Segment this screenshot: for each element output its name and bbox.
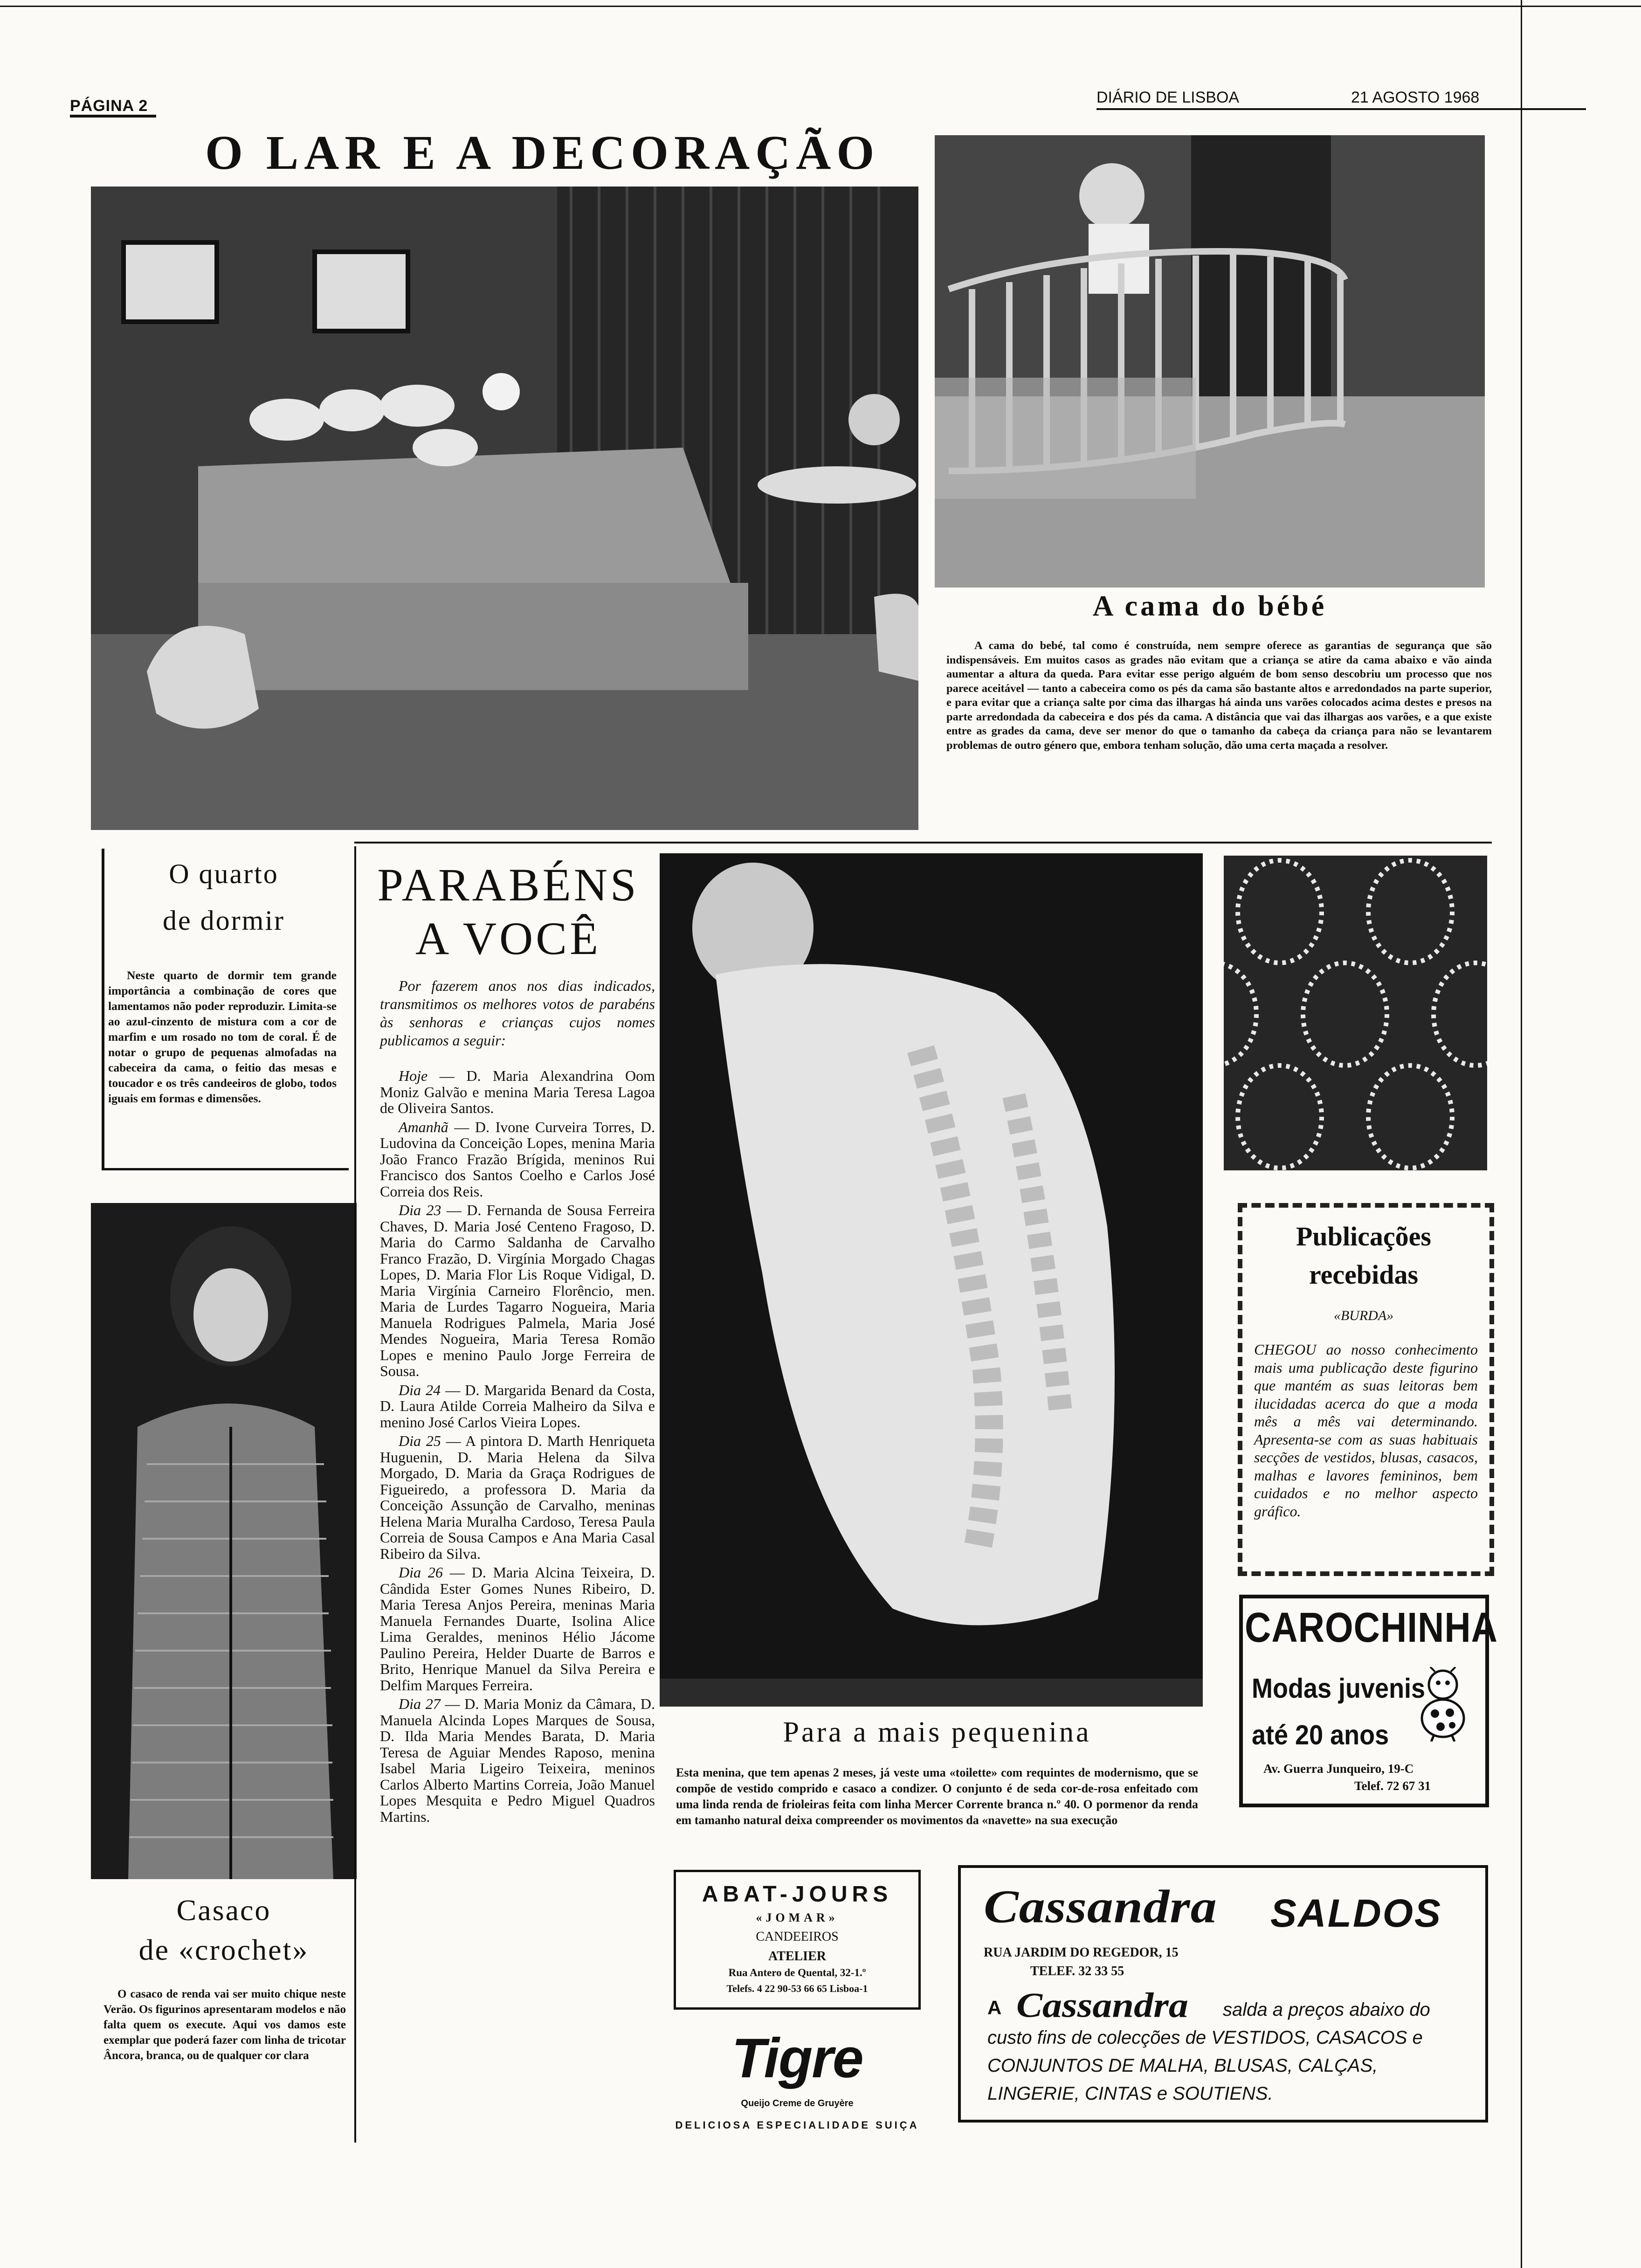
quarto-left-rule: [102, 849, 104, 1170]
bebe-title: A cama do bébé: [1092, 590, 1327, 622]
cassandra-address: RUA JARDIM DO REGEDOR, 15: [984, 1945, 1179, 1960]
header-rule: [1096, 108, 1586, 110]
carochinha-line1: Modas juvenis: [1252, 1673, 1426, 1704]
crib-photo: [935, 135, 1485, 588]
cassandra-text: [987, 1996, 1472, 2108]
parabens-entry: Dia 26 — D. Maria Alcina Teixeira, D. Cândida Ester Gomes Nunes Ribeiro, D. Maria Teresa Anjos Pereira, meninas Maria Manuela Fernandes Duarte, Isolina Alice Lima Geraldes, meninos Hélio Jácome Paulino Pereira, Helder Duarte de Barros e Brito, Henrique Manuel da Silva Pereira e Delfim Marques Ferreira.: [380, 1564, 655, 1694]
newspaper-name: DIÁRIO DE LISBOA: [1096, 89, 1240, 106]
publicacoes-title-1: Publicações: [1296, 1221, 1431, 1252]
abat-phones: Telefs. 4 22 90-53 66 65 Lisboa-1: [726, 1983, 868, 1994]
bebe-body: A cama do bebé, tal como é construída, nem sempre oferece as garantias de segurança que são indispensáveis. Em muitos casos as grades não evitam que a criança se atire da cama abaixo e vão ainda aumentar a altura da queda. Para evitar esse perigo alguém de bom senso descobriu um processo que nos parece aceitável — tanto a cabeceira como os pés da cama são bastante altos e arredondados na parte superior, e para evitar que a criança salte por cima das ilhargas há ainda uns varões colocados acima destes e presos na parte arredondada da cabeceira e dos pés da cama. A distância que vai das ilhargas aos varões, e a que existe entre as grades da cama, deve ser menor do que o tamanho da cabeça da criança para não se levantarem problemas de outro género que, embora tenham solução, dão uma certa maçada a resolver.: [946, 639, 1492, 752]
cassandra-logo: Cassandra: [984, 1881, 1217, 1933]
bedroom-photo: [91, 187, 918, 830]
top-edge-line: [0, 6, 1641, 7]
casaco-title-2: de «crochet»: [138, 1933, 309, 1966]
tigre-tag: DELICIOSA ESPECIALIDADE SUIÇA: [675, 2119, 919, 2131]
abat-address: Rua Antero de Quental, 32-1.º: [728, 1967, 866, 1978]
lace-detail-photo: [1224, 856, 1487, 1170]
tigre-sub: Queijo Creme de Gruyère: [741, 2098, 854, 2109]
casaco-title-1: Casaco: [176, 1894, 271, 1927]
pequenina-title: Para a mais pequenina: [783, 1716, 1091, 1748]
parabens-entry: Dia 24 — D. Margarida Benard da Costa, D. Laura Atilde Correia Malheiro da Silva e menino José Carlos Vieira Lopes.: [380, 1381, 655, 1431]
baby-gown-photo: [660, 853, 1203, 1707]
tigre-logo: Tigre: [731, 2027, 863, 2089]
cassandra-logo-small: Cassandra: [1016, 1985, 1188, 2025]
issue-date: 21 AGOSTO 1968: [1351, 89, 1480, 106]
section-divider: [354, 842, 1492, 844]
right-edge-line: [1521, 0, 1522, 2268]
abat-brand: «JOMAR»: [756, 1911, 839, 1924]
ladybug-icon: [1413, 1667, 1473, 1742]
carochinha-name: CAROCHINHA: [1245, 1604, 1498, 1651]
parabens-list: [380, 1068, 655, 1827]
parabens-entry: Dia 27 — D. Maria Moniz da Câmara, D. Manuela Alcinda Lopes Marques de Sousa, D. Ilda Maria Mendes Barata, D. Maria Teresa de Aguiar Mendes Raposo, menina Isabel Maria Ligeiro Teixeira, meninos Carlos Alberto Martins Correia, João Manuel Lopes Mesquita e Pedro Miguel Quadros Martins.: [380, 1695, 655, 1825]
pequenina-body: Esta menina, que tem apenas 2 meses, já veste uma «toilette» com requintes de modernismo, que se compõe de vestido comprido e casaco a condizer. O conjunto é de seda cor-de-rosa enfeitado com uma linda renda de frioleiras feita com linha Mercer Corrente branca n.º 40. O pormenor da renda em tamanho natural deixa compreender os movimentos da «navette» na sua execução: [676, 1766, 1198, 1827]
quarto-body: Neste quarto de dormir tem grande importância a combinação de cores que lamentamos não poder reproduzir. Limita-se ao azul-cinzento de mistura com a cor de marfim e um rosado no tom de coral. É de notar o grupo de pequenas almofadas na cabeceira da cama, o feitio das mesas e toucador e os três candeeiros de globo, todos iguais em formas e dimensões.: [108, 968, 337, 1105]
parabens-entry: Dia 25 — A pintora D. Marth Henriqueta Huguenin, D. Maria Helena da Silva Morgado, D. Maria da Graça Rodrigues de Figueiredo, a professora D. Maria da Conceição Assunção de Carvalho, meninas Helena Maria Muralha Cardoso, Teresa Paula Correia de Sousa Campos e Ana Maria Casal Ribeiro da Silva.: [380, 1432, 655, 1562]
carochinha-address: Av. Guerra Junqueiro, 19-C: [1263, 1762, 1414, 1776]
column-rule-left: [354, 846, 356, 2143]
page-number: PÁGINA 2: [70, 97, 148, 115]
parabens-entry: Hoje — D. Maria Alexandrina Oom Moniz Galvão e menina Maria Teresa Lagoa de Oliveira Santos.: [380, 1067, 655, 1116]
cassandra-phone: TELEF. 32 33 55: [1030, 1964, 1124, 1978]
parabens-intro: Por fazerem anos nos dias indicados, transmitimos os melhores votos de parabéns às senhoras e crianças cujos nomes publicamos a seguir:: [380, 977, 655, 1049]
parabens-title-1: PARABÉNS: [377, 859, 639, 911]
casaco-body: O casaco de renda vai ser muito chique neste Verão. Os figurinos apresentaram modelos e não falta quem os execute. Aqui vos damos este exemplar que poderá fazer com linha de tricotar Âncora, branca, ou de qualquer cor clara: [103, 1988, 346, 2062]
casaco-photo: [91, 1203, 357, 1879]
cassandra-text-body: salda a preços abaixo do custo fins de colecções de VESTIDOS, CASACOS e CONJUNTOS DE MALHA, BLUSAS, CALÇAS, LINGERIE, CINTAS e SOUTIENS.: [987, 1999, 1430, 2104]
publicacoes-title-2: recebidas: [1309, 1259, 1419, 1290]
cassandra-a: A: [987, 1997, 1002, 2019]
section-title: O LAR E A DECORAÇÃO: [205, 126, 880, 180]
abat-line1: CANDEEIROS: [756, 1929, 839, 1944]
publicacoes-subtitle: «BURDA»: [1333, 1308, 1394, 1323]
quarto-bottom-rule: [102, 1168, 349, 1170]
header-underline: [70, 115, 156, 118]
cassandra-saldos: SALDOS: [1270, 1891, 1442, 1935]
quarto-title-2: de dormir: [163, 905, 285, 936]
abat-title: ABAT-JOURS: [702, 1882, 893, 1907]
publicacoes-body: CHEGOU ao nosso conhecimento mais uma publicação deste figurino que mantém as suas leitoras bem ilucidadas acerca do que a moda mês a mês vai determinando. Apresenta-se com as suas habituais secções de vestidos, blusas, casacos, malhas e lavores femininos, bem cuidados e no melhor aspecto gráfico.: [1254, 1341, 1478, 1520]
parabens-entry: Dia 23 — D. Fernanda de Sousa Ferreira Chaves, D. Maria José Centeno Fragoso, D. Maria do Carmo Saldanha de Carvalho Franco Frazão, D. Virgínia Morgado Chagas Lopes, D. Maria Flor Lis Roque Vidigal, D. Maria Virgínia Carneiro Florêncio, men. Maria de Lurdes Tagarro Nogueira, Maria Manuela Rodrigues Palmela, Maria José Mendes Nogueira, Maria Teresa Romão Lopes e menino Paulo Jorge Ferreira de Sousa.: [380, 1202, 655, 1379]
parabens-title-2: A VOCÊ: [415, 913, 601, 964]
abat-line2: ATELIER: [768, 1949, 826, 1964]
carochinha-line2: até 20 anos: [1252, 1720, 1389, 1750]
quarto-title-1: O quarto: [169, 858, 279, 889]
carochinha-phone: Telef. 72 67 31: [1354, 1779, 1431, 1793]
parabens-entry: Amanhã — D. Ivone Curveira Torres, D. Ludovina da Conceição Lopes, menina Maria João Franco Frazão Brígida, meninos Rui Francisco dos Santos Coelho e Carlos José Correia dos Reis.: [380, 1118, 655, 1200]
